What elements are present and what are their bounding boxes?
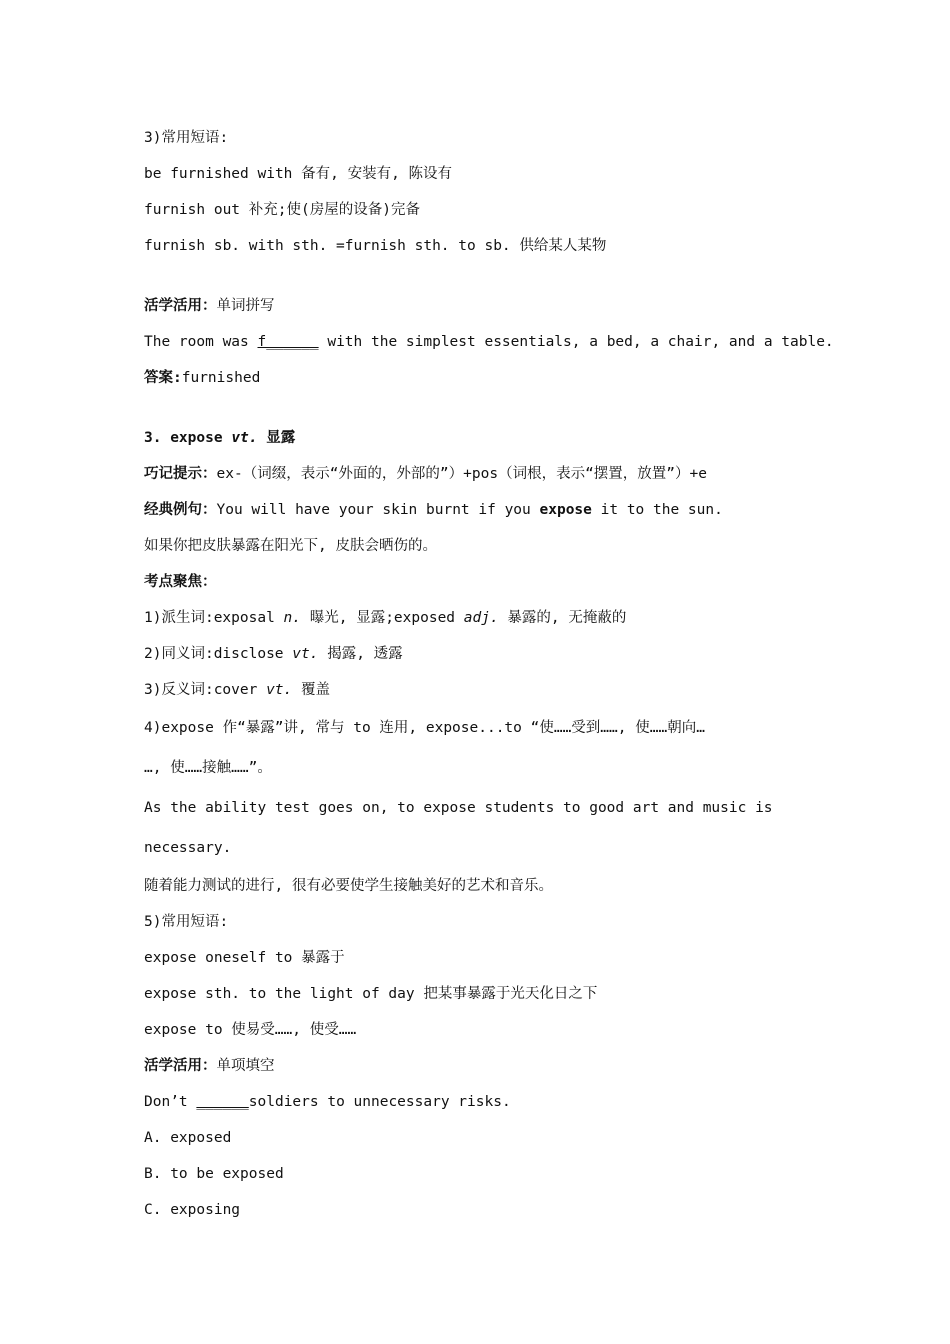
phrase-item: expose to 使易受……, 使受…… [144,1022,357,1038]
memo-line [144,456,808,492]
memo-label: 巧记提示： [144,466,217,482]
practice-label: 活学活用： [144,298,217,314]
phrase-item: furnish out 补充;使(房屋的设备)完备 [144,202,420,218]
answer-line [144,360,808,396]
usage-translation: 随着能力测试的进行, 很有必要使学生接触美好的艺术和音乐。 [144,878,553,894]
example-translation: 如果你把皮肤暴露在阳光下, 皮肤会晒伤的。 [144,538,437,554]
phrase-item: expose oneself to 暴露于 [144,950,345,966]
practice-heading [144,288,808,324]
answer-text: furnished [181,370,261,386]
derivative-line: 1)派生词:exposal n. 曝光, 显露;exposed adj. 暴露的, 无掩蔽的 [144,610,627,626]
option-a: A. exposed [144,1130,232,1146]
usage-example-cont: necessary. [144,840,232,856]
answer-blank: ______ [196,1094,249,1110]
choice-question: Don’t ______soldiers to unnecessary risks. [144,1094,511,1110]
answer-label: 答案: [144,370,182,386]
option-c: C. exposing [144,1202,241,1218]
focus-label: 考点聚焦： [144,574,217,590]
phrase-item: furnish sb. with sth. =furnish sth. to sb. 供给某人某物 [144,238,607,254]
example-keyword: expose [539,502,592,518]
usage-line-cont: …, 使……接触……”。 [144,760,272,776]
example-label: 经典例句： [144,502,217,518]
synonym-line: 2)同义词:disclose vt. 揭露, 透露 [144,646,403,662]
antonym-line: 3)反义词:cover vt. 覆盖 [144,682,331,698]
answer-blank: f______ [257,334,319,350]
usage-line: 4)expose 作“暴露”讲, 常与 to 连用, expose...to “使……受到……, 使……朝向… [144,720,705,736]
section-heading: 3. expose vt. 显露 [144,430,296,446]
phrases-heading: 5)常用短语: [144,914,229,930]
example-line: 经典例句：You will have your skin burnt if you expose it to the sun. [144,502,723,518]
usage-example: As the ability test goes on, to expose students to good art and music is [144,800,773,816]
memo-text: ex-（词缀，表示“外面的，外部的”）+pos（词根，表示“摆置，放置”）+e [216,466,707,482]
spelling-question: The room was f______ with the simplest essentials, a bed, a chair, and a table. [144,334,834,350]
phrases-heading: 3)常用短语: [144,130,229,146]
document-page [144,120,834,1228]
phrase-item: expose sth. to the light of day 把某事暴露于光天化日之下 [144,986,598,1002]
practice-heading [144,1048,808,1084]
practice-type: 单词拼写 [216,298,275,314]
option-b: B. to be exposed [144,1166,284,1182]
part-of-speech: vt. [231,430,258,446]
phrase-item: be furnished with 备有, 安装有, 陈设有 [144,166,453,182]
practice-type: 单项填空 [216,1058,275,1074]
practice-label: 活学活用： [144,1058,217,1074]
